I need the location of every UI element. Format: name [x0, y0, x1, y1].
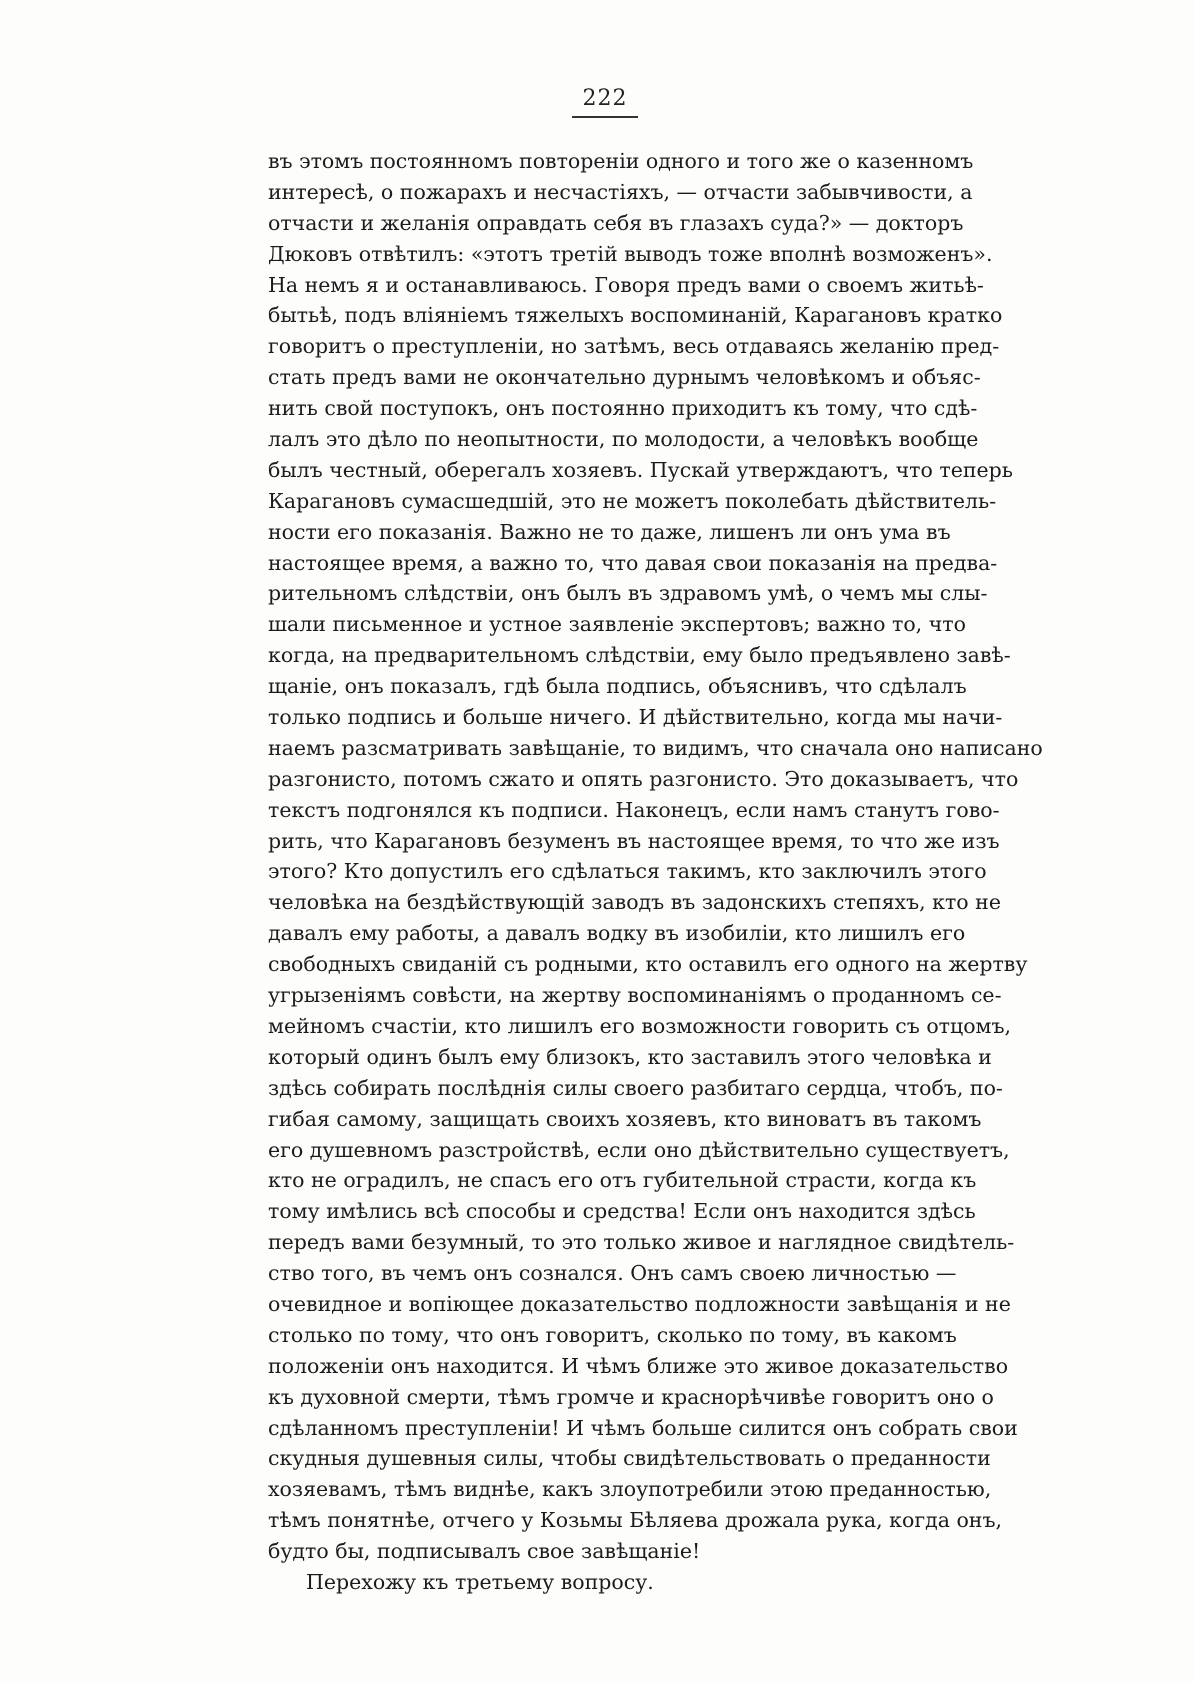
- text-line: текстъ подгонялся къ подписи. Наконецъ, если намъ станутъ гово-: [268, 797, 1000, 822]
- text-line: давалъ ему работы, а давалъ водку въ изобиліи, кто лишилъ его: [268, 921, 966, 946]
- text-line: Карагановъ сумасшедшій, это не можетъ поколебать дѣйствитель-: [268, 488, 997, 513]
- text-line: интересѣ, о пожарахъ и несчастіяхъ, — отчасти забывчивости, а: [268, 179, 973, 204]
- text-line: разгонисто, потомъ сжато и опять разгонисто. Это доказываетъ, что: [268, 766, 1019, 791]
- text-line: въ этомъ постоянномъ повтореніи одного и того же о казенномъ: [268, 149, 974, 173]
- text-line: стать предъ вами не окончательно дурнымъ человѣкомъ и объяс-: [268, 365, 981, 390]
- text-line: мейномъ счастіи, кто лишилъ его возможности говорить съ отцомъ,: [268, 1013, 1012, 1038]
- text-line: шали письменное и устное заявленіе экспертовъ; важно то, что: [268, 612, 966, 637]
- text-line: только подпись и больше ничего. И дѣйствительно, когда мы начи-: [268, 705, 1003, 730]
- text-line: свободныхъ свиданій съ родными, кто оставилъ его одного на жертву: [268, 952, 1028, 977]
- text-line: щаніе, онъ показалъ, гдѣ была подпись, объяснивъ, что сдѣлалъ: [268, 674, 967, 699]
- text-line: сдѣланномъ преступленіи! И чѣмъ больше силится онъ собрать свои: [268, 1415, 1018, 1440]
- text-line: очевидное и вопіющее доказательство подложности завѣщанія и не: [268, 1291, 1011, 1316]
- text-line: рить, что Карагановъ безуменъ въ настоящее время, то что же изъ: [268, 828, 1000, 853]
- text-line: гибая самому, защищать своихъ хозяевъ, кто виноватъ въ такомъ: [268, 1106, 982, 1131]
- text-line: тому имѣлись всѣ способы и средства! Если онъ находится здѣсь: [268, 1199, 976, 1224]
- text-line: его душевномъ разстройствѣ, если оно дѣйствительно существуетъ,: [268, 1137, 1010, 1162]
- text-line: этого? Кто допустилъ его сдѣлаться такимъ, кто заключилъ этого: [268, 859, 987, 884]
- text-line: говоритъ о преступленіи, но затѣмъ, весь отдаваясь желанію пред-: [268, 334, 1000, 359]
- text-line: тѣмъ понятнѣе, отчего у Козьмы Бѣляева дрожала рука, когда онъ,: [268, 1508, 1003, 1533]
- page-number: 222: [582, 86, 628, 111]
- text-line: рительномъ слѣдствіи, онъ былъ въ здравомъ умѣ, о чемъ мы слы-: [268, 581, 988, 606]
- text-line: кто не оградилъ, не спасъ его отъ губительной страсти, когда къ: [268, 1168, 977, 1193]
- text-line: скудныя душевныя силы, чтобы свидѣтельствовать о преданности: [268, 1446, 991, 1471]
- text-line: бытьѣ, подъ вліяніемъ тяжелыхъ воспоминаній, Карагановъ кратко: [268, 303, 1003, 328]
- text-line: На немъ я и останавливаюсь. Говоря предъ вами о своемъ житьѣ-: [268, 272, 984, 297]
- text-line: ности его показанія. Важно не то даже, лишенъ ли онъ ума въ: [268, 519, 951, 544]
- text-line: здѣсь собирать послѣднія силы своего разбитаго сердца, чтобъ, по-: [268, 1075, 1003, 1100]
- text-line: былъ честный, оберегалъ хозяевъ. Пускай утверждаютъ, что теперь: [268, 457, 1013, 482]
- text-line: Дюковъ отвѣтилъ: «этотъ третій выводъ тоже вполнѣ возможенъ».: [268, 241, 993, 266]
- text-line: лалъ это дѣло по неопытности, по молодости, а человѣкъ вообще: [268, 427, 979, 452]
- text-line: наемъ разсматривать завѣщаніе, то видимъ, что сначала оно написано: [268, 735, 1043, 760]
- text-line: будто бы, подписывалъ свое завѣщаніе!: [268, 1539, 701, 1564]
- page-number-underline: [572, 116, 638, 118]
- text-line: отчасти и желанія оправдать себя въ глазахъ суда?» — докторъ: [268, 210, 964, 235]
- text-line: настоящее время, а важно то, что давая свои показанія на предва-: [268, 550, 998, 575]
- text-line: къ духовной смерти, тѣмъ громче и краснорѣчивѣе говоритъ оно о: [268, 1384, 994, 1409]
- text-line: который одинъ былъ ему близокъ, кто заставилъ этого человѣка и: [268, 1044, 992, 1069]
- text-line: нить свой поступокъ, онъ постоянно приходитъ къ тому, что сдѣ-: [268, 396, 978, 421]
- text-line: когда, на предварительномъ слѣдствіи, ему было предъявлено завѣ-: [268, 643, 1011, 668]
- text-line: передъ вами безумный, то это только живое и наглядное свидѣтель-: [268, 1230, 1015, 1255]
- text-line: ство того, въ чемъ онъ сознался. Онъ самъ своею личностью —: [268, 1261, 957, 1286]
- body-text: [268, 146, 1043, 1598]
- text-line: столько по тому, что онъ говоритъ, сколько по тому, въ какомъ: [268, 1322, 957, 1347]
- text-line: угрызеніямъ совѣсти, на жертву воспоминаніямъ о проданномъ се-: [268, 983, 1002, 1008]
- text-line: хозяевамъ, тѣмъ виднѣе, какъ злоупотребили этою преданностью,: [268, 1477, 992, 1502]
- text-line: человѣка на бездѣйствующій заводъ въ задонскихъ степяхъ, кто не: [268, 890, 1001, 915]
- text-line: положеніи онъ находится. И чѣмъ ближе это живое доказательство: [268, 1353, 1009, 1378]
- text-line: Перехожу къ третьему вопросу.: [306, 1569, 654, 1594]
